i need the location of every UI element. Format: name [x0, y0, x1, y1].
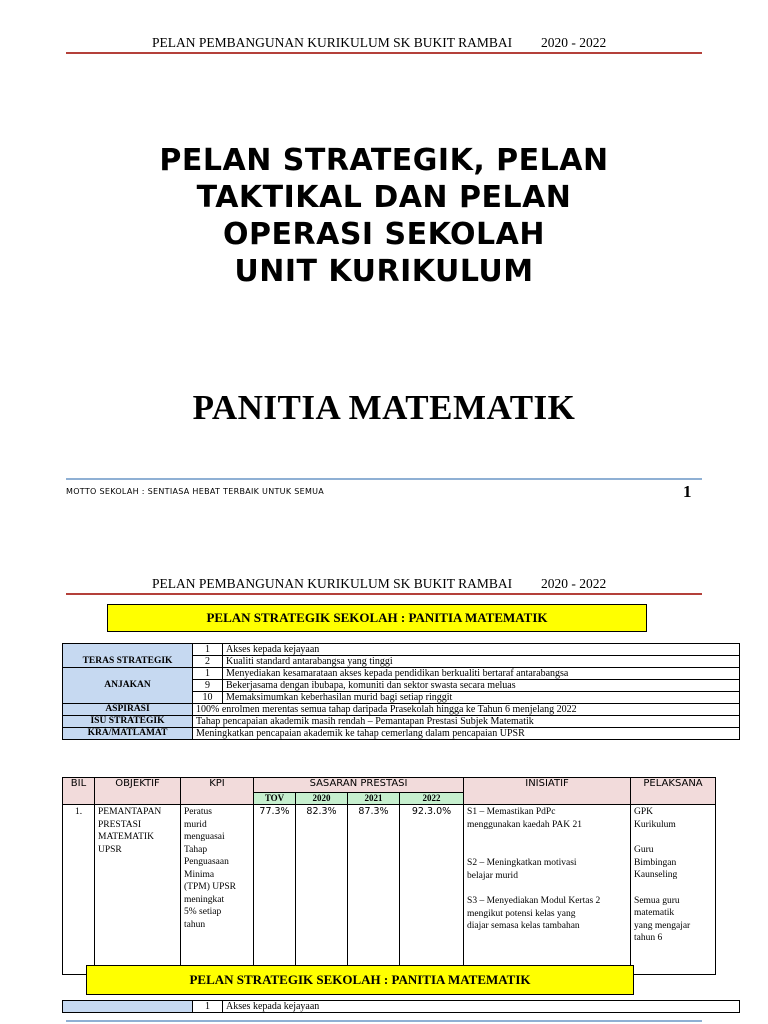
page-number: 1: [683, 482, 692, 501]
inisiatif-line: menggunakan kaedah PAK 21: [467, 819, 582, 830]
kpi-line: menguasai: [184, 832, 225, 842]
bottom-rule: [66, 1020, 702, 1022]
teras-no: 2: [193, 656, 223, 668]
strategic-banner: PELAN STRATEGIK SEKOLAH : PANITIA MATEMATIK: [107, 604, 647, 632]
table-row: [63, 716, 740, 728]
target-2022: 92.3.0%: [400, 805, 464, 975]
objektif-line: MATEMATIK: [98, 832, 154, 842]
kra-text: Meningkatkan pencapaian akademik ke tahap cemerlang dalam pencapaian UPSR: [193, 728, 740, 740]
col-inisiatif: INISIATIF: [464, 778, 631, 805]
inisiatif-line: S1 – Memastikan PdPc: [467, 807, 556, 817]
kpi-line: Penguasaan: [184, 857, 229, 867]
anjakan-label: ANJAKAN: [63, 668, 193, 704]
pelaksana-line: Semua guru: [634, 895, 680, 906]
col-objektif: OBJEKTIF: [95, 778, 181, 805]
table-row: [63, 805, 716, 975]
teras-no: 1: [193, 644, 223, 656]
col-kpi: KPI: [181, 778, 254, 805]
strategic-table-2: [62, 1000, 740, 1013]
aspirasi-label: ASPIRASI: [63, 704, 193, 716]
inisiatif-line: S2 – Meningkatkan motivasi: [467, 858, 577, 868]
anjakan-text: Menyediakan kesamarataan akses kepada pendidikan berkualiti bertaraf antarabangsa: [223, 668, 740, 680]
header-years: 2020 - 2022: [541, 576, 607, 591]
col-pelaksana: PELAKSANA: [631, 778, 716, 805]
header-rule: [66, 593, 702, 595]
header-title: PELAN PEMBANGUNAN KURIKULUM SK BUKIT RAMBAI: [152, 576, 513, 591]
kpi-line: (TPM) UPSR: [184, 882, 236, 892]
kpi-line: meningkat: [184, 894, 225, 905]
objektif-line: UPSR: [98, 844, 122, 855]
header-rule: [66, 52, 702, 54]
table-row: [63, 1001, 740, 1013]
table-row: [63, 704, 740, 716]
kpi-line: tahun: [184, 919, 206, 930]
aspirasi-text: 100% enrolmen merentas semua tahap daripada Prasekolah hingga ke Tahun 6 menjelang 2022: [193, 704, 740, 716]
kpi-line: Minima: [184, 869, 215, 880]
pelaksana-line: Bimbingan: [634, 857, 677, 868]
anjakan-no: 9: [193, 680, 223, 692]
pelaksana-line: Guru: [634, 845, 654, 855]
pelaksana-line: tahun 6: [634, 933, 663, 943]
cover-title-line: OPERASI SEKOLAH: [223, 217, 545, 252]
cover-title: [60, 142, 708, 290]
table-row: [63, 644, 740, 656]
table-row: [63, 668, 740, 680]
isu-text: Tahap pencapaian akademik masih rendah – Pemantapan Prestasi Subjek Matematik: [193, 716, 740, 728]
row-kpi: [181, 805, 254, 975]
target-2021: 87.3%: [348, 805, 400, 975]
header-title: PELAN PEMBANGUNAN KURIKULUM SK BUKIT RAMBAI: [152, 35, 513, 50]
col-2021: 2021: [348, 793, 400, 805]
initiative-table: [62, 777, 716, 975]
panitia-title: PANITIA MATEMATIK: [192, 388, 576, 427]
pelaksana-line: Kaunseling: [634, 870, 678, 880]
pelaksana-line: Kurikulum: [634, 819, 676, 830]
strategic-banner-2: PELAN STRATEGIK SEKOLAH : PANITIA MATEMATIK: [86, 965, 634, 995]
objektif-line: PRESTASI: [98, 819, 142, 830]
row-bil: 1.: [63, 805, 95, 975]
strategic-table: [62, 643, 740, 740]
objektif-line: PEMANTAPAN: [98, 807, 162, 817]
kra-label: KRA/MATLAMAT: [63, 728, 193, 740]
teras-label: TERAS STRATEGIK: [63, 644, 193, 668]
col-tov: TOV: [254, 793, 296, 805]
kpi-line: murid: [184, 819, 207, 830]
pelaksana-line: matematik: [634, 908, 675, 918]
row-pelaksana: [631, 805, 716, 975]
anjakan-no: 1: [193, 668, 223, 680]
row-inisiatif: [464, 805, 631, 975]
inisiatif-line: mengikut potensi kelas yang: [467, 908, 576, 919]
anjakan-text: Bekerjasama dengan ibubapa, komuniti dan sektor swasta secara meluas: [223, 680, 740, 692]
kpi-line: Peratus: [184, 807, 212, 817]
teras-label-empty: [63, 1001, 193, 1013]
kpi-line: Tahap: [184, 844, 208, 855]
teras-text: Kualiti standard antarabangsa yang tinggi: [223, 656, 740, 668]
col-2020: 2020: [296, 793, 348, 805]
anjakan-no: 10: [193, 692, 223, 704]
table-row: [63, 728, 740, 740]
teras-text: Akses kepada kejayaan: [223, 644, 740, 656]
col-bil: BIL: [63, 778, 95, 805]
inisiatif-line: S3 – Menyediakan Modul Kertas 2: [467, 896, 601, 906]
inisiatif-line: belajar murid: [467, 870, 518, 881]
teras-no: 1: [193, 1001, 223, 1013]
pelaksana-line: GPK: [634, 807, 654, 817]
inisiatif-line: diajar semasa kelas tambahan: [467, 921, 580, 931]
row-objektif: [95, 805, 181, 975]
pelaksana-line: yang mengajar: [634, 920, 691, 931]
target-tov: 77.3%: [254, 805, 296, 975]
motto-text: MOTTO SEKOLAH : SENTIASA HEBAT TERBAIK UNTUK SEMUA: [66, 487, 325, 496]
isu-label: ISU STRATEGIK: [63, 716, 193, 728]
col-sasaran: SASARAN PRESTASI: [254, 778, 464, 793]
header-years: 2020 - 2022: [541, 35, 607, 50]
col-2022: 2022: [400, 793, 464, 805]
teras-text: Akses kepada kejayaan: [223, 1001, 740, 1013]
footer-rule: [66, 478, 702, 480]
anjakan-text: Memaksimumkan keberhasilan murid bagi setiap ringgit: [223, 692, 740, 704]
table-header-row: [63, 778, 716, 793]
target-2020: 82.3%: [296, 805, 348, 975]
cover-title-line: UNIT KURIKULUM: [234, 254, 534, 289]
cover-title-line: PELAN STRATEGIK, PELAN: [159, 143, 609, 178]
kpi-line: 5% setiap: [184, 907, 222, 917]
cover-title-line: TAKTIKAL DAN PELAN: [196, 180, 572, 215]
